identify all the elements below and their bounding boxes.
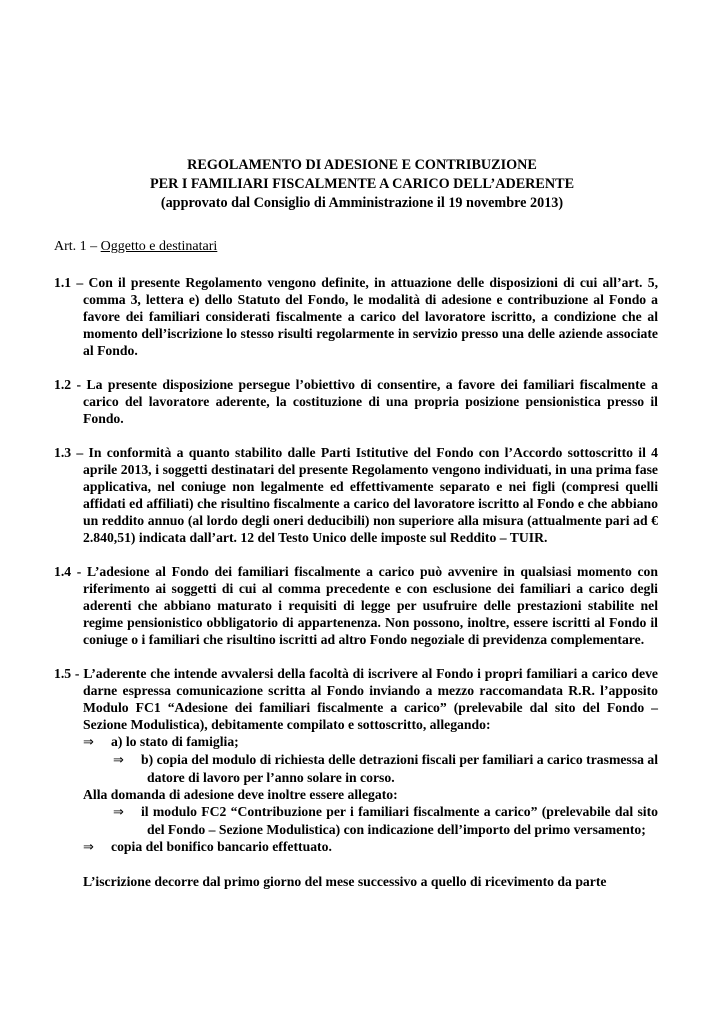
header-title: REGOLAMENTO DI ADESIONE E CONTRIBUZIONE [187,157,537,173]
list-item-tax-deduction-form [83,751,658,786]
list-item-text: a) lo stato di famiglia; [111,734,239,749]
article-title: Oggetto e destinatari [100,239,218,254]
list-item-text: b) copia del modulo di richiesta delle detrazioni fiscali per familiari a carico trasmessa al datore di lavoro per l’anno solare in corso. [141,752,658,785]
document-header [40,156,684,213]
paragraph-1-5 [54,665,658,856]
paragraph-1-4: 1.4 - L’adesione al Fondo dei familiari fiscalmente a carico può avvenire in qualsiasi momento con riferimento ai soggetti di cui al comma precedente e con esclusione dei familiari a carico degli aderenti che abbiano maturato i requisiti di legge per usufruire delle prestazioni stabilite nel regime pensionistico obbligatorio di appartenenza. Non possono, inoltre, essere iscritti al Fondo il coniuge o i familiari che risultino iscritti ad altro Fondo negoziale di previdenza complementare. [54,564,658,647]
list-item-text: il modulo FC2 “Contribuzione per i familiari fiscalmente a carico” (prelevabile dal sito del Fondo – Sezione Modulistica) con indicazione dell’importo del primo versamento; [141,804,658,837]
list-item-bank-transfer [83,838,658,856]
list-item-fc2-form [83,803,658,838]
article-prefix: Art. 1 – [54,239,101,254]
closing-paragraph: L’iscrizione decorre dal primo giorno del mese successivo a quello di ricevimento da parte [83,874,607,889]
list-item-text: copia del bonifico bancario effettuato. [111,839,332,854]
arrow-right-icon: ⇒ [83,735,94,750]
header-subtitle: PER I FAMILIARI FISCALMENTE A CARICO DELL’ADERENTE [149,176,575,192]
paragraph-1-2: 1.2 - La presente disposizione persegue l’obiettivo di consentire, a favore dei familiari fiscalmente a carico del lavoratore aderente, la costituzione di una propria posizione pensionistica presso il Fondo. [54,377,658,426]
header-approval-note: (approvato dal Consiglio di Amministrazione il 19 novembre 2013) [160,195,564,211]
document-body [54,238,658,890]
arrow-right-icon: ⇒ [113,805,124,820]
arrow-right-icon: ⇒ [83,840,94,855]
list-item-family-status [83,733,658,751]
paragraph-1-3: 1.3 – In conformità a quanto stabilito dalle Parti Istitutive del Fondo con l’Accordo sottoscritto il 4 aprile 2013, i soggetti destinatari del presente Regolamento vengono individuati, in una prima fase applicativa, nel coniuge non legalmente ed effettivamente separato e nei figli (compresi quelli affidati ed affiliati) che risultino fiscalmente a carico del lavoratore iscritto al Fondo e che abbiano un reddito annuo (al lordo degli oneri deducibili) non superiore alla misura (attualmente pari ad € 2.840,51) indicata dall’art. 12 del Testo Unico delle imposte sul Reddito – TUIR. [54,445,658,545]
article-heading [54,238,658,255]
paragraph-1-1: 1.1 – Con il presente Regolamento vengono definite, in attuazione delle disposizioni di cui all’art. 5, comma 3, lettera e) dello Statuto del Fondo, le modalità di adesione e contribuzione al Fondo a favore dei familiari considerati fiscalmente a carico del lavoratore iscritto, a condizione che al momento dell’iscrizione lo stesso risulti regolarmente in servizio presso una delle aziende associate al Fondo. [54,275,658,358]
arrow-right-icon: ⇒ [113,753,124,768]
attachment-note: Alla domanda di adesione deve inoltre essere allegato: [83,787,398,802]
paragraph-1-5-intro: 1.5 - L’aderente che intende avvalersi della facoltà di iscrivere al Fondo i propri familiari a carico deve darne espressa comunicazione scritta al Fondo inviando a mezzo raccomandata R.R. l’apposito Modulo FC1 “Adesione dei familiari fiscalmente a carico” (prelevabile dal sito del Fondo – Sezione Modulistica), debitamente compilato e sottoscritto, allegando: [54,666,658,732]
